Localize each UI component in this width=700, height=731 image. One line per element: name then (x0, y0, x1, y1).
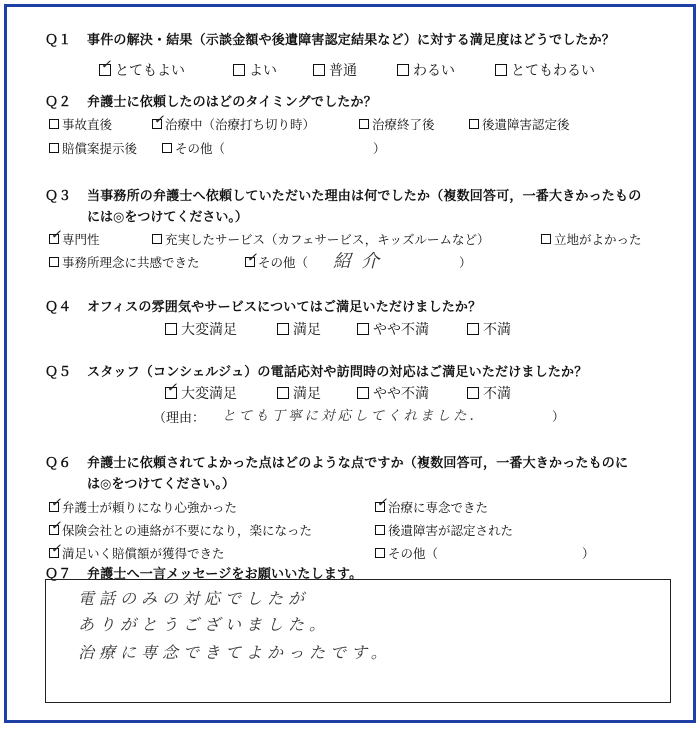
checkbox[interactable] (162, 143, 172, 153)
q5-reason-close: ） (552, 409, 565, 424)
q2-option-after-treatment[interactable]: 治療終了後 (359, 115, 435, 133)
q5-reason-answer: とても丁寧に対応してくれました. (222, 408, 477, 424)
check-mark-icon: ✓ (49, 517, 64, 535)
q3-option-location[interactable]: 立地がよかった (541, 230, 642, 248)
checkbox[interactable] (165, 323, 177, 335)
checkbox[interactable] (245, 249, 260, 267)
checkbox[interactable] (357, 387, 369, 399)
q6-option-focus-treatment[interactable]: ✓ 治療に専念できた (375, 494, 489, 515)
q6-option-reliable[interactable]: ✓ 弁護士が頼りになり心強かった (49, 494, 238, 515)
q3-other-close: ） (459, 255, 472, 270)
survey-form (4, 4, 696, 723)
q4-option-somewhat-dissatisfied[interactable]: やや不満 (357, 319, 429, 339)
q3-question-cont: には◎をつけてください。） (87, 210, 248, 225)
checkbox[interactable] (49, 540, 64, 558)
q2-option-right-after[interactable]: 事故直後 (49, 115, 112, 133)
checkbox[interactable] (49, 494, 64, 512)
check-mark-icon: ✓ (99, 56, 114, 74)
q6-option-certified[interactable]: 後遺障害が認定された (375, 521, 513, 539)
check-mark-icon: ✓ (375, 494, 390, 512)
q6-other-close: ） (582, 546, 595, 561)
checkbox[interactable] (277, 387, 289, 399)
checkbox[interactable] (495, 64, 507, 76)
checkbox[interactable] (152, 234, 162, 244)
checkbox[interactable] (359, 119, 369, 129)
q3-option-other[interactable]: ✓ その他（ (245, 249, 309, 270)
q7-question: Ｑ７ 弁護士へ一言メッセージをお願いいたします。 (45, 567, 363, 582)
message-line-1: 電話のみの対応でしたが (78, 589, 310, 608)
q1-option-very-bad[interactable]: とてもわるい (495, 60, 595, 80)
message-line-3: 治療に専念できてよかったです。 (78, 643, 392, 662)
q2-option-other[interactable]: その他（ (162, 139, 225, 157)
q5-option-very-satisfied[interactable]: ✓ 大変満足 (165, 379, 237, 402)
checkbox[interactable] (49, 517, 64, 535)
q2-other-close: ） (373, 141, 386, 156)
checkbox[interactable] (277, 323, 289, 335)
q1-question: Ｑ１ 事件の解決・結果（示談金額や後遺障害認定結果など）に対する満足度はどうでしたか？ (45, 33, 616, 48)
message-box[interactable] (45, 579, 671, 703)
checkbox[interactable] (375, 525, 385, 535)
checkbox[interactable] (49, 257, 59, 267)
checkbox[interactable] (313, 64, 325, 76)
q5-option-somewhat-dissatisfied[interactable]: やや不満 (357, 383, 429, 403)
q2-option-after-offer[interactable]: 賠償案提示後 (49, 139, 137, 157)
checkbox[interactable] (467, 323, 479, 335)
check-mark-icon: ✓ (49, 540, 64, 558)
q3-question: Ｑ３ 当事務所の弁護士へ依頼していただいた理由は何でしたか（複数回答可，一番大きかったもの (45, 189, 642, 204)
checkbox[interactable] (357, 323, 369, 335)
q1-option-bad[interactable]: わるい (397, 60, 455, 80)
q6-question-cont: は◎をつけてください。） (87, 477, 235, 492)
q4-question: Ｑ４ オフィスの雰囲気やサービスについてはご満足いただけましたか？ (45, 300, 482, 315)
q4-option-very-satisfied[interactable]: 大変満足 (165, 319, 237, 339)
checkbox[interactable] (397, 64, 409, 76)
q6-question: Ｑ６ 弁護士に依頼されてよかった点はどのような点ですか（複数回答可，一番大きかったものに (45, 456, 629, 471)
q2-option-after-certification[interactable]: 後遺障害認定後 (469, 115, 570, 133)
q6-option-other[interactable]: その他（ (375, 544, 438, 562)
check-mark-icon: ✓ (152, 111, 167, 129)
checkbox[interactable] (467, 387, 479, 399)
check-mark-icon: ✓ (165, 379, 180, 397)
q2-question: Ｑ２ 弁護士に依頼したのはどのタイミングでしたか？ (45, 95, 377, 110)
q2-option-during-treatment[interactable]: ✓ 治療中（治療打ち切り時） (152, 111, 316, 132)
checkbox[interactable] (375, 548, 385, 558)
q5-option-dissatisfied[interactable]: 不満 (467, 383, 511, 403)
checkbox[interactable] (152, 111, 167, 129)
check-mark-icon: ✓ (49, 494, 64, 512)
checkbox[interactable] (49, 143, 59, 153)
q3-option-services[interactable]: 充実したサービス（カフェサービス，キッズルームなど） (152, 230, 490, 248)
q1-option-good[interactable]: よい (233, 60, 277, 80)
q5-reason-label: （理由： (153, 411, 206, 426)
q1-option-normal[interactable]: 普通 (313, 60, 357, 80)
checkbox[interactable] (375, 494, 390, 512)
q6-option-compensation[interactable]: ✓ 満足いく賠償額が獲得できた (49, 540, 225, 561)
q3-other-answer: 紹介 (333, 251, 389, 272)
q5-question: Ｑ５ スタッフ（コンシェルジュ）の電話応対や訪問時の対応はご満足いただけましたか？ (45, 365, 588, 380)
checkbox[interactable] (541, 234, 551, 244)
q4-option-satisfied[interactable]: 満足 (277, 319, 321, 339)
q6-option-no-contact[interactable]: ✓ 保険会社との連絡が不要になり，楽になった (49, 517, 313, 538)
checkbox[interactable] (49, 119, 59, 129)
q3-option-philosophy[interactable]: 事務所理念に共感できた (49, 253, 200, 271)
checkbox[interactable] (165, 379, 180, 399)
message-line-2: ありがとうございました。 (78, 615, 331, 634)
check-mark-icon: ✓ (245, 249, 260, 267)
q3-option-expertise[interactable]: ✓ 専門性 (49, 226, 100, 247)
checkbox[interactable] (469, 119, 479, 129)
checkbox[interactable] (233, 64, 245, 76)
q5-option-satisfied[interactable]: 満足 (277, 383, 321, 403)
check-mark-icon: ✓ (49, 226, 64, 244)
checkbox[interactable] (49, 226, 64, 244)
q4-option-dissatisfied[interactable]: 不満 (467, 319, 511, 339)
checkbox[interactable] (99, 56, 114, 76)
q1-option-very-good[interactable]: ✓ とてもよい (99, 56, 185, 79)
